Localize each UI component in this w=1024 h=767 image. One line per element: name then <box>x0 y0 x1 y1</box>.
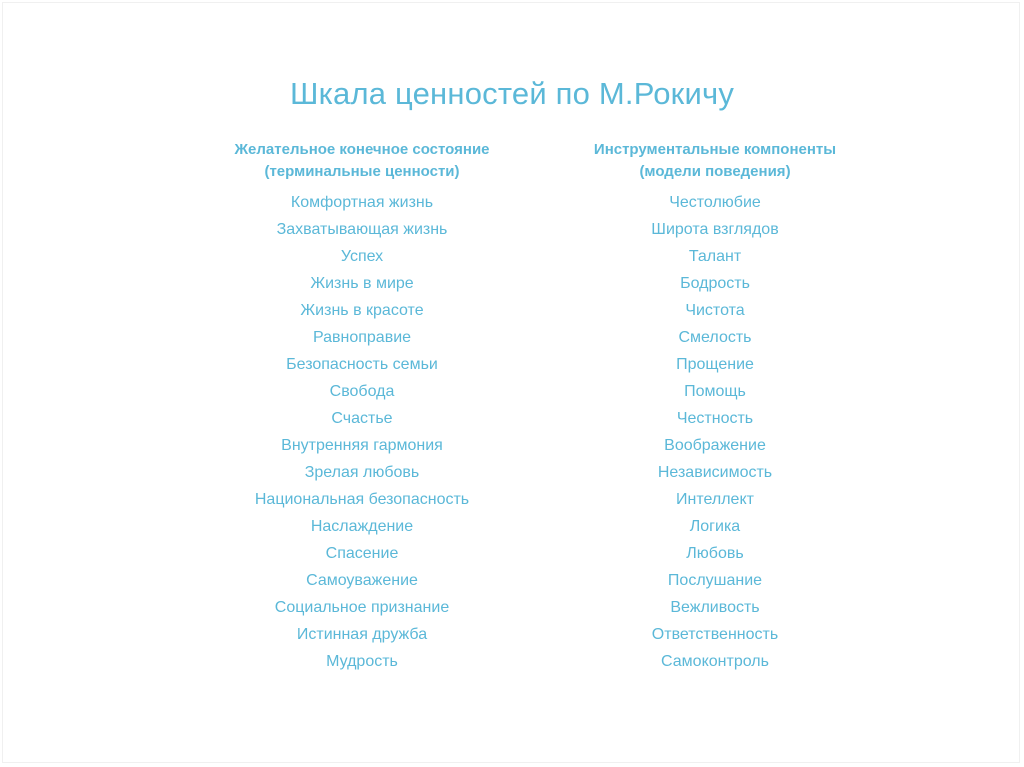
terminal-header-line2: (терминальные ценности) <box>264 163 460 180</box>
list-item: Чистота <box>685 302 745 319</box>
list-item: Успех <box>340 248 384 265</box>
list-item: Захватывающая жизнь <box>276 221 448 238</box>
list-item: Равноправие <box>312 329 412 346</box>
terminal-values-column <box>192 139 532 675</box>
list-item: Зрелая любовь <box>304 464 420 481</box>
list-item: Логика <box>689 518 741 535</box>
list-item: Талант <box>688 248 742 265</box>
list-item: Прощение <box>676 356 754 373</box>
instrumental-header-line1: Инструментальные компоненты <box>593 141 837 158</box>
instrumental-values-column <box>545 139 885 675</box>
list-item: Жизнь в красоте <box>300 302 424 319</box>
terminal-header-line1: Желательное конечное состояние <box>234 141 490 158</box>
list-item: Счастье <box>331 410 393 427</box>
list-item: Воображение <box>664 437 766 454</box>
list-item: Независимость <box>657 464 773 481</box>
list-item: Честность <box>676 410 754 427</box>
instrumental-values-list <box>545 189 885 675</box>
slide-title: Шкала ценностей по М.Рокичу <box>289 76 735 111</box>
list-item: Любовь <box>686 545 744 562</box>
list-item: Самоуважение <box>306 572 418 589</box>
list-item: Наслаждение <box>310 518 414 535</box>
list-item: Свобода <box>329 383 395 400</box>
list-item: Широта взглядов <box>651 221 779 238</box>
list-item: Смелость <box>678 329 752 346</box>
terminal-values-header <box>192 139 532 183</box>
list-item: Комфортная жизнь <box>290 194 434 211</box>
instrumental-values-header <box>545 139 885 183</box>
instrumental-header-line2: (модели поведения) <box>639 163 791 180</box>
list-item: Самоконтроль <box>661 653 769 670</box>
list-item: Вежливость <box>670 599 760 616</box>
list-item: Внутренняя гармония <box>281 437 443 454</box>
list-item: Мудрость <box>326 653 398 670</box>
list-item: Помощь <box>684 383 746 400</box>
terminal-values-list <box>192 189 532 675</box>
list-item: Социальное признание <box>274 599 450 616</box>
list-item: Интеллект <box>676 491 754 508</box>
list-item: Ответственность <box>651 626 779 643</box>
list-item: Безопасность семьи <box>286 356 438 373</box>
list-item: Жизнь в мире <box>310 275 414 292</box>
list-item: Истинная дружба <box>296 626 428 643</box>
list-item: Национальная безопасность <box>254 491 470 508</box>
list-item: Спасение <box>325 545 399 562</box>
list-item: Послушание <box>667 572 763 589</box>
list-item: Честолюбие <box>669 194 761 211</box>
list-item: Бодрость <box>680 275 750 292</box>
